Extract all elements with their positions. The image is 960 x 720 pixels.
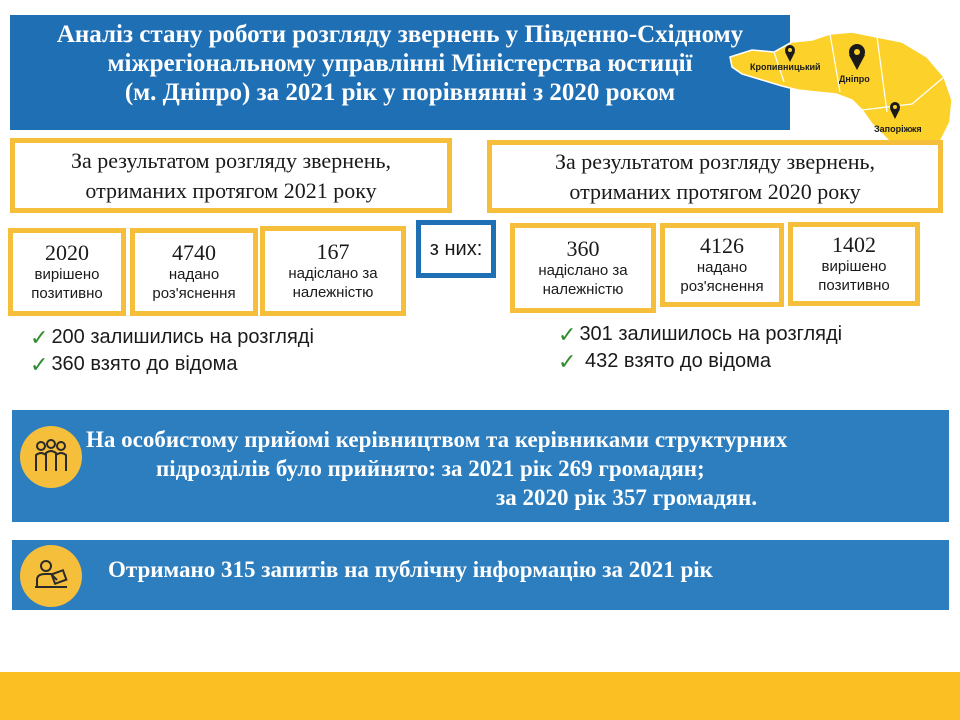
stat-label: належністю (542, 281, 624, 298)
check-text: 432 взято до відома (579, 350, 772, 372)
map-label-dnipro: Дніпро (839, 74, 870, 84)
title-line-3: (м. Дніпро) за 2021 рік у порівнянні з 2020 роком (124, 79, 676, 106)
list-item (558, 348, 938, 375)
check-icon: ✓ (30, 352, 49, 377)
check-text: 360 взято до відома (51, 353, 238, 375)
stat-2021-forwarded (260, 226, 406, 316)
reception-line-2: підрозділів було прийнято: за 2021 рік 269 громадян; (156, 456, 705, 481)
stat-2020-resolved (788, 222, 920, 306)
stat-label: роз'яснення (152, 285, 236, 302)
check-text: 200 залишились на розгляді (51, 326, 314, 348)
checklist-2021 (30, 324, 430, 378)
checklist-2020 (558, 321, 938, 375)
stat-2021-resolved (8, 228, 126, 316)
heading-2020-line-1: За результатом розгляду звернень, (554, 148, 876, 174)
stat-label: надіслано за (288, 265, 378, 282)
heading-2020-line-2: отриманих протягом 2020 року (569, 178, 861, 204)
stat-label: належністю (292, 284, 374, 301)
check-icon: ✓ (558, 322, 577, 347)
reception-icon-circle (20, 426, 82, 488)
of-them-label: з них: (416, 220, 496, 278)
stat-2021-explained (130, 228, 258, 316)
heading-2020 (487, 140, 943, 213)
stat-label: позитивно (818, 277, 890, 294)
stat-value: 4126 (700, 233, 744, 258)
stat-2020-forwarded (510, 223, 656, 313)
list-item (30, 351, 430, 378)
stat-2020-explained (660, 223, 784, 307)
stat-label: роз'яснення (680, 278, 764, 295)
check-icon: ✓ (558, 349, 577, 374)
requests-icon-circle (20, 545, 82, 607)
stat-value: 4740 (172, 240, 216, 265)
reception-line-3: за 2020 рік 357 громадян. (496, 485, 758, 510)
stat-value: 2020 (45, 240, 89, 265)
heading-2021 (10, 138, 452, 213)
heading-2021-line-1: За результатом розгляду звернень, (70, 147, 392, 173)
page-title (10, 20, 790, 107)
stat-label: надано (168, 266, 220, 283)
person-at-laptop-icon (31, 556, 71, 596)
check-text: 301 залишилось на розгляді (579, 323, 843, 345)
list-item (558, 321, 938, 348)
check-icon: ✓ (30, 325, 49, 350)
requests-text: Отримано 315 запитів на публічну інформацію за 2021 рік (108, 557, 713, 582)
stat-label: надіслано за (538, 262, 628, 279)
map-label-kropyvnytskyi: Кропивницький (750, 62, 821, 72)
stat-label: позитивно (31, 285, 103, 302)
stat-value: 360 (566, 236, 600, 261)
stat-label: вирішено (34, 266, 100, 283)
reception-line-1: На особистому прийомі керівництвом та керівниками структурних (86, 427, 788, 452)
footer-stripe (0, 672, 960, 720)
title-line-2: міжрегіональному управлінні Міністерства юстиції (107, 50, 693, 77)
title-line-1: Аналіз стану роботи розгляду звернень у Південно-Східному (56, 21, 744, 48)
map-label-zaporizhzhia: Запоріжжя (874, 124, 922, 134)
stat-value: 167 (316, 239, 350, 264)
stat-value: 1402 (832, 232, 876, 257)
list-item (30, 324, 430, 351)
people-group-icon (31, 437, 71, 477)
stat-label: надано (696, 259, 748, 276)
heading-2021-line-2: отриманих протягом 2021 року (85, 177, 377, 203)
stat-label: вирішено (821, 258, 887, 275)
reception-text (86, 425, 946, 512)
